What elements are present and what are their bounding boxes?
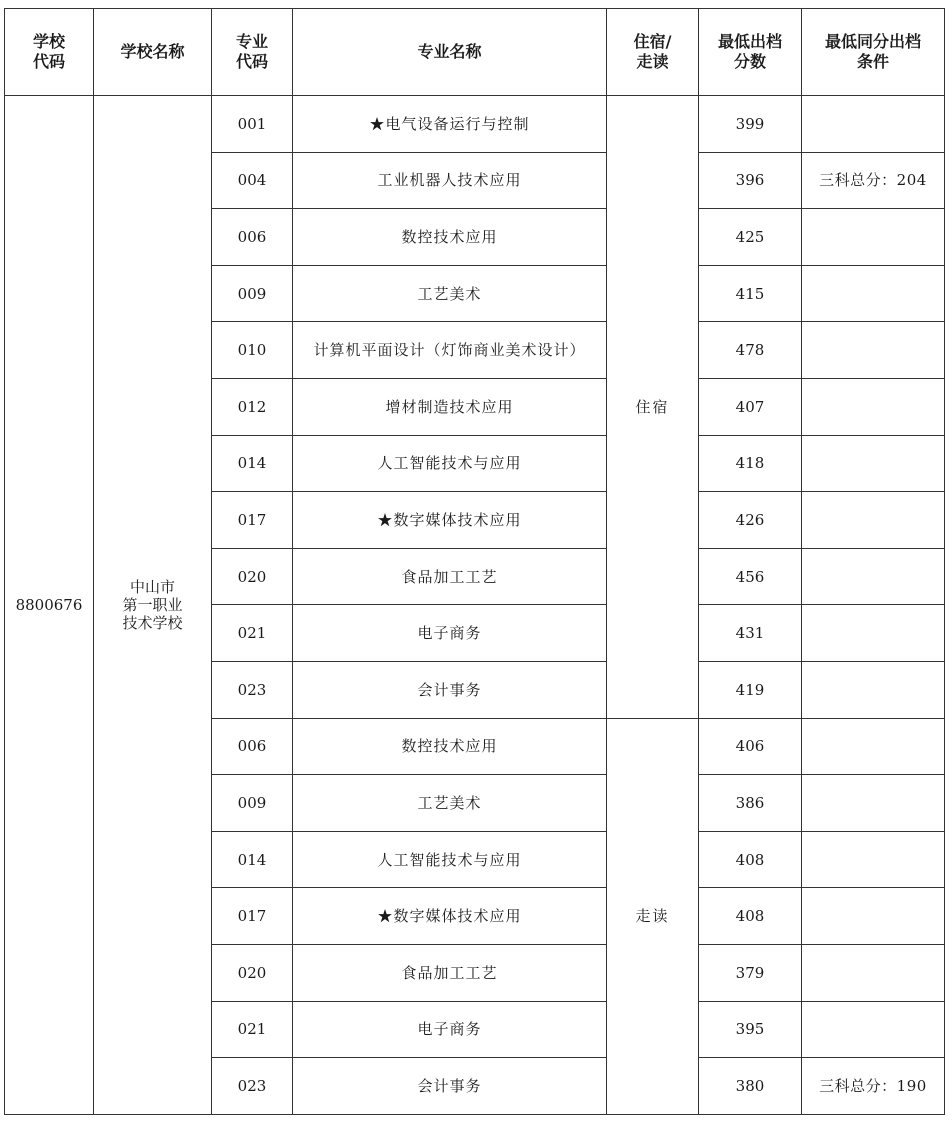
- major-name-cell: 会计事务: [293, 1058, 607, 1115]
- header-min-score-line2: 分数: [733, 52, 766, 71]
- min-score-cell: 408: [699, 888, 802, 945]
- major-code-cell: 006: [212, 209, 293, 266]
- min-score-cell: 379: [699, 944, 802, 1001]
- header-min-score: [699, 9, 802, 96]
- header-major-code-line1: 专业: [235, 32, 268, 51]
- boarding-cell: 走读: [607, 718, 699, 1114]
- major-name-cell: 食品加工工艺: [293, 944, 607, 1001]
- tie-condition-cell: 三科总分：204: [802, 152, 945, 209]
- school-name-cell: [94, 96, 212, 1115]
- boarding-cell: 住宿: [607, 96, 699, 719]
- major-name-cell: 工业机器人技术应用: [293, 152, 607, 209]
- major-name-cell: 数控技术应用: [293, 718, 607, 775]
- school-code-cell: 8800676: [5, 96, 94, 1115]
- major-name-cell: 计算机平面设计（灯饰商业美术设计）: [293, 322, 607, 379]
- min-score-cell: 407: [699, 378, 802, 435]
- tie-condition-cell: [802, 492, 945, 549]
- header-school-code-line2: 代码: [32, 52, 65, 71]
- major-code-cell: 009: [212, 775, 293, 832]
- major-code-cell: 023: [212, 661, 293, 718]
- major-name-cell: 电子商务: [293, 1001, 607, 1058]
- tie-condition-cell: [802, 322, 945, 379]
- major-code-cell: 004: [212, 152, 293, 209]
- header-school-code-line1: 学校: [32, 32, 65, 51]
- tie-condition-cell: [802, 435, 945, 492]
- table-header: [5, 9, 945, 96]
- header-school-name: 学校名称: [94, 9, 212, 96]
- tie-condition-cell: [802, 661, 945, 718]
- tie-condition-cell: [802, 96, 945, 153]
- major-name-cell: ★数字媒体技术应用: [293, 492, 607, 549]
- major-code-cell: 020: [212, 944, 293, 1001]
- major-name-cell: 人工智能技术与应用: [293, 831, 607, 888]
- major-name-cell: ★数字媒体技术应用: [293, 888, 607, 945]
- header-row: [5, 9, 945, 96]
- major-code-cell: 021: [212, 1001, 293, 1058]
- tie-condition-cell: [802, 718, 945, 775]
- min-score-cell: 425: [699, 209, 802, 266]
- major-code-cell: 012: [212, 378, 293, 435]
- header-boarding-line2: 走读: [636, 52, 669, 71]
- min-score-cell: 380: [699, 1058, 802, 1115]
- min-score-cell: 386: [699, 775, 802, 832]
- min-score-cell: 478: [699, 322, 802, 379]
- header-tie-condition-line1: 最低同分出档: [824, 32, 921, 51]
- header-boarding: [607, 9, 699, 96]
- major-name-cell: 增材制造技术应用: [293, 378, 607, 435]
- min-score-cell: 426: [699, 492, 802, 549]
- min-score-cell: 431: [699, 605, 802, 662]
- major-code-cell: 023: [212, 1058, 293, 1115]
- tie-condition-cell: [802, 548, 945, 605]
- header-boarding-line1: 住宿/: [633, 32, 672, 51]
- min-score-cell: 419: [699, 661, 802, 718]
- major-name-cell: 电子商务: [293, 605, 607, 662]
- tie-condition-cell: [802, 378, 945, 435]
- major-code-cell: 017: [212, 888, 293, 945]
- major-code-cell: 010: [212, 322, 293, 379]
- major-code-cell: 020: [212, 548, 293, 605]
- tie-condition-cell: [802, 265, 945, 322]
- tie-condition-cell: [802, 775, 945, 832]
- major-name-cell: 人工智能技术与应用: [293, 435, 607, 492]
- header-tie-condition: [802, 9, 945, 96]
- major-code-cell: 017: [212, 492, 293, 549]
- school-name-line: 第一职业: [122, 595, 183, 614]
- tie-condition-cell: 三科总分：190: [802, 1058, 945, 1115]
- major-code-cell: 014: [212, 831, 293, 888]
- header-tie-condition-line2: 条件: [856, 52, 889, 71]
- header-major-code: [212, 9, 293, 96]
- major-name-cell: 工艺美术: [293, 265, 607, 322]
- major-name-cell: 会计事务: [293, 661, 607, 718]
- min-score-cell: 396: [699, 152, 802, 209]
- header-school-code: [5, 9, 94, 96]
- tie-condition-cell: [802, 1001, 945, 1058]
- major-name-cell: 工艺美术: [293, 775, 607, 832]
- min-score-cell: 408: [699, 831, 802, 888]
- tie-condition-cell: [802, 888, 945, 945]
- school-name-line: 技术学校: [122, 613, 183, 632]
- major-name-cell: 食品加工工艺: [293, 548, 607, 605]
- major-code-cell: 006: [212, 718, 293, 775]
- major-code-cell: 014: [212, 435, 293, 492]
- major-code-cell: 009: [212, 265, 293, 322]
- header-major-name: 专业名称: [293, 9, 607, 96]
- admission-score-table: [4, 8, 945, 1115]
- tie-condition-cell: [802, 944, 945, 1001]
- table-body: [5, 96, 945, 1115]
- min-score-cell: 456: [699, 548, 802, 605]
- tie-condition-cell: [802, 831, 945, 888]
- min-score-cell: 418: [699, 435, 802, 492]
- tie-condition-cell: [802, 209, 945, 266]
- min-score-cell: 406: [699, 718, 802, 775]
- major-code-cell: 021: [212, 605, 293, 662]
- min-score-cell: 395: [699, 1001, 802, 1058]
- major-name-cell: ★电气设备运行与控制: [293, 96, 607, 153]
- table-row: [5, 96, 945, 153]
- min-score-cell: 399: [699, 96, 802, 153]
- header-min-score-line1: 最低出档: [717, 32, 782, 51]
- tie-condition-cell: [802, 605, 945, 662]
- school-name-line: 中山市: [129, 577, 175, 596]
- min-score-cell: 415: [699, 265, 802, 322]
- header-major-code-line2: 代码: [235, 52, 268, 71]
- major-name-cell: 数控技术应用: [293, 209, 607, 266]
- major-code-cell: 001: [212, 96, 293, 153]
